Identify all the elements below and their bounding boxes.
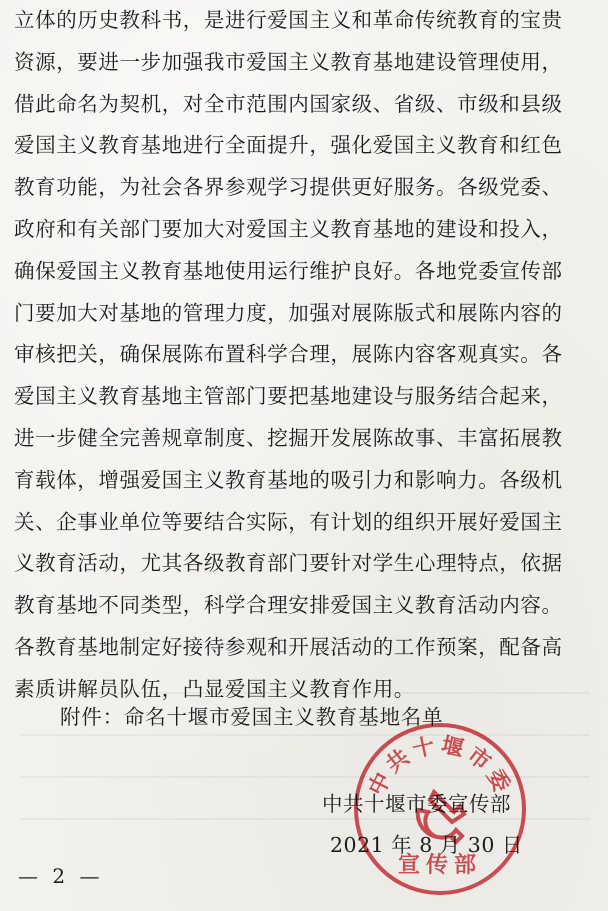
seal-emblem [418, 792, 464, 842]
seal-bottom-text: 宣传部 [397, 853, 483, 878]
body-line: 门要加大对基地的管理力度，加强对展陈版式和展陈内容的 [14, 300, 563, 325]
body-line: 教育功能，为社会各界参观学习提供更好服务。各级党委、 [14, 175, 563, 200]
body-line: 关、企事业单位等要结合实际，有计划的组织开展好爱国主 [14, 509, 563, 534]
attachment-note: 附件：命名十堰市爱国主义教育基地名单 [60, 705, 444, 729]
body-line: 资源，要进一步加强我市爱国主义教育基地建设管理使用， [14, 49, 563, 74]
body-line: 爱国主义教育基地进行全面提升，强化爱国主义教育和红色 [14, 133, 563, 158]
body-line: 各教育基地制定好接待参观和开展活动的工作预案，配备高 [14, 634, 563, 659]
body-line: 育载体，增强爱国主义教育基地的吸引力和影响力。各级机 [14, 467, 563, 492]
body-line: 政府和有关部门要加大对爱国主义教育基地的建设和投入， [14, 216, 563, 241]
body-line: 确保爱国主义教育基地使用运行维护良好。各地党委宣传部 [14, 258, 563, 283]
body-line: 进一步健全完善规章制度、挖掘开发展陈故事、丰富拓展教 [14, 425, 563, 450]
issuer-signature: 中共十堰市委宣传部 [322, 792, 511, 816]
body-line: 审核把关，确保展陈布置科学合理，展陈内容客观真实。各 [14, 342, 563, 367]
body-line: 借此命名为契机，对全市范围内国家级、省级、市级和县级 [14, 91, 563, 116]
issue-date: 2021 年 8 月 30 日 [330, 833, 523, 857]
body-line: 立体的历史教科书，是进行爱国主义和革命传统教育的宝贵 [14, 8, 563, 32]
seal-top-text: 中共十堰市委 [364, 733, 516, 800]
body-paragraph [14, 0, 599, 711]
official-seal-stamp [351, 720, 529, 898]
body-line: 教育基地不同类型，科学合理安排爱国主义教育活动内容。 [14, 593, 563, 618]
body-line: 义教育活动，尤其各级教育部门要针对学生心理特点，依据 [14, 551, 563, 576]
body-line: 素质讲解员队伍，凸显爱国主义教育作用。 [14, 676, 415, 701]
page-number: — 2 — [18, 864, 104, 888]
body-line: 爱国主义教育基地主管部门要把基地建设与服务结合起来， [14, 384, 563, 409]
